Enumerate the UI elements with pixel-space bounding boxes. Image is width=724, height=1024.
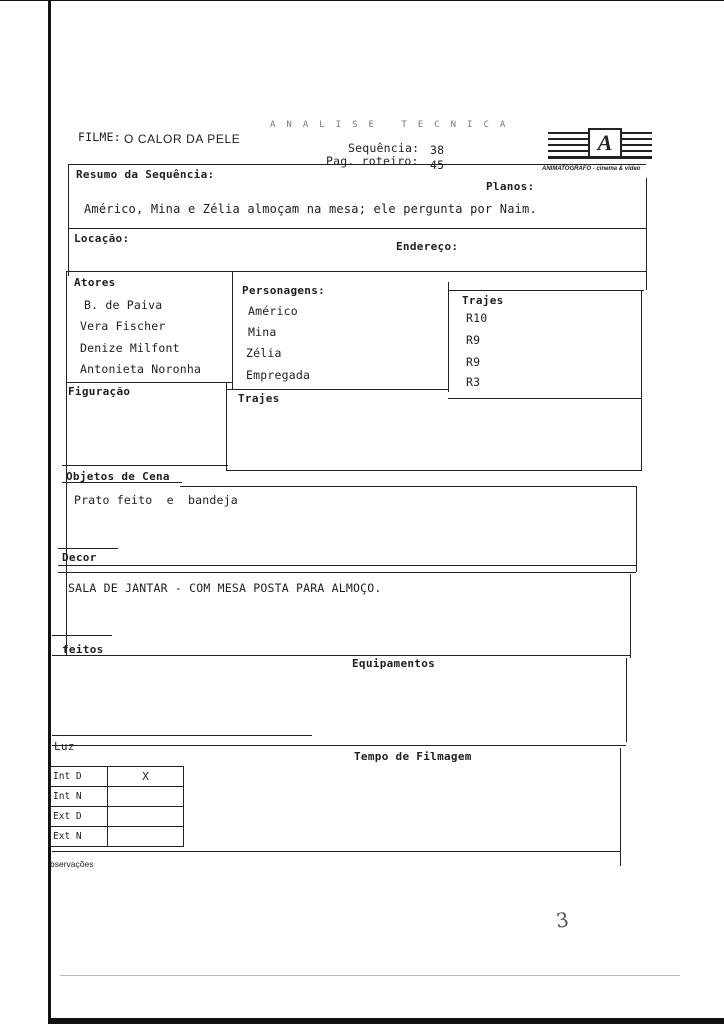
- light-row-name: Int D: [51, 767, 108, 787]
- light-row-mark: [108, 807, 184, 827]
- page-value: 45: [430, 158, 445, 172]
- location-label: Locação:: [74, 232, 130, 245]
- actor-name: Denize Milfont: [80, 341, 180, 355]
- costume-code: R10: [466, 311, 488, 325]
- light-row-name: Int N: [51, 787, 108, 807]
- bottom-rule: [60, 975, 680, 976]
- light-table: [50, 766, 184, 847]
- animatografo-logo: A ANIMATOGRAFO - cinema & vídeo: [548, 128, 658, 174]
- character-name: Américo: [248, 304, 298, 318]
- actor-name: Vera Fischer: [80, 319, 166, 333]
- effects-label: feitos: [62, 643, 104, 656]
- extras-label: Figuração: [68, 385, 131, 398]
- table-row: [51, 827, 184, 847]
- actor-name: Antonieta Noronha: [80, 362, 202, 376]
- equipment-label: Equipamentos: [352, 657, 436, 670]
- scan-edge-top: [0, 0, 724, 1]
- light-row-mark: [108, 787, 184, 807]
- actors-label: Atores: [74, 276, 116, 289]
- light-row-name: Ext N: [51, 827, 108, 847]
- sequence-value: 38: [430, 143, 445, 157]
- table-row: [51, 807, 184, 827]
- props-text: Prato feito e bandeja: [74, 493, 238, 507]
- light-row-mark: [108, 827, 184, 847]
- costume-code: R9: [466, 333, 481, 347]
- scan-edge-bottom: [48, 1018, 724, 1024]
- light-row-name: Ext D: [51, 807, 108, 827]
- planos-label: Planos:: [486, 180, 535, 193]
- decor-label: Decor: [62, 551, 97, 564]
- character-name: Zélia: [246, 346, 282, 360]
- summary-label: Resumo da Sequência:: [76, 168, 215, 181]
- shooting-time-label: Tempo de Filmagem: [354, 750, 472, 763]
- page-label: Pag. roteiro:: [326, 154, 419, 168]
- form-title: ANALISE TECNICA: [270, 120, 517, 130]
- props-label: Objetos de Cena: [66, 470, 170, 483]
- table-row: [51, 767, 184, 787]
- table-row: [51, 787, 184, 807]
- costume-code: R9: [466, 355, 481, 369]
- extras-costumes-label: Trajes: [238, 392, 280, 405]
- film-title-label: FILME:: [78, 130, 121, 144]
- light-label: Luz: [54, 740, 75, 753]
- character-name: Mina: [248, 325, 277, 339]
- film-title: O CALOR DA PELE: [124, 132, 241, 146]
- sequence-label: Sequência:: [348, 141, 420, 155]
- actor-name: B. de Paiva: [84, 298, 163, 312]
- observations-label: bservações: [50, 859, 94, 869]
- decor-text: SALA DE JANTAR - COM MESA POSTA PARA ALMOÇO.: [68, 581, 382, 595]
- scan-edge: [48, 0, 51, 1024]
- light-row-mark: X: [108, 767, 184, 787]
- character-name: Empregada: [246, 368, 311, 382]
- page-number: 3: [554, 907, 571, 933]
- address-label: Endereço:: [396, 240, 459, 253]
- characters-label: Personagens:: [242, 284, 326, 297]
- costume-code: R3: [466, 375, 481, 389]
- summary-text: Américo, Mina e Zélia almoçam na mesa; ele pergunta por Naim.: [84, 202, 537, 216]
- logo-caption: ANIMATOGRAFO - cinema & vídeo: [542, 166, 641, 172]
- costumes-label: Trajes: [462, 294, 504, 307]
